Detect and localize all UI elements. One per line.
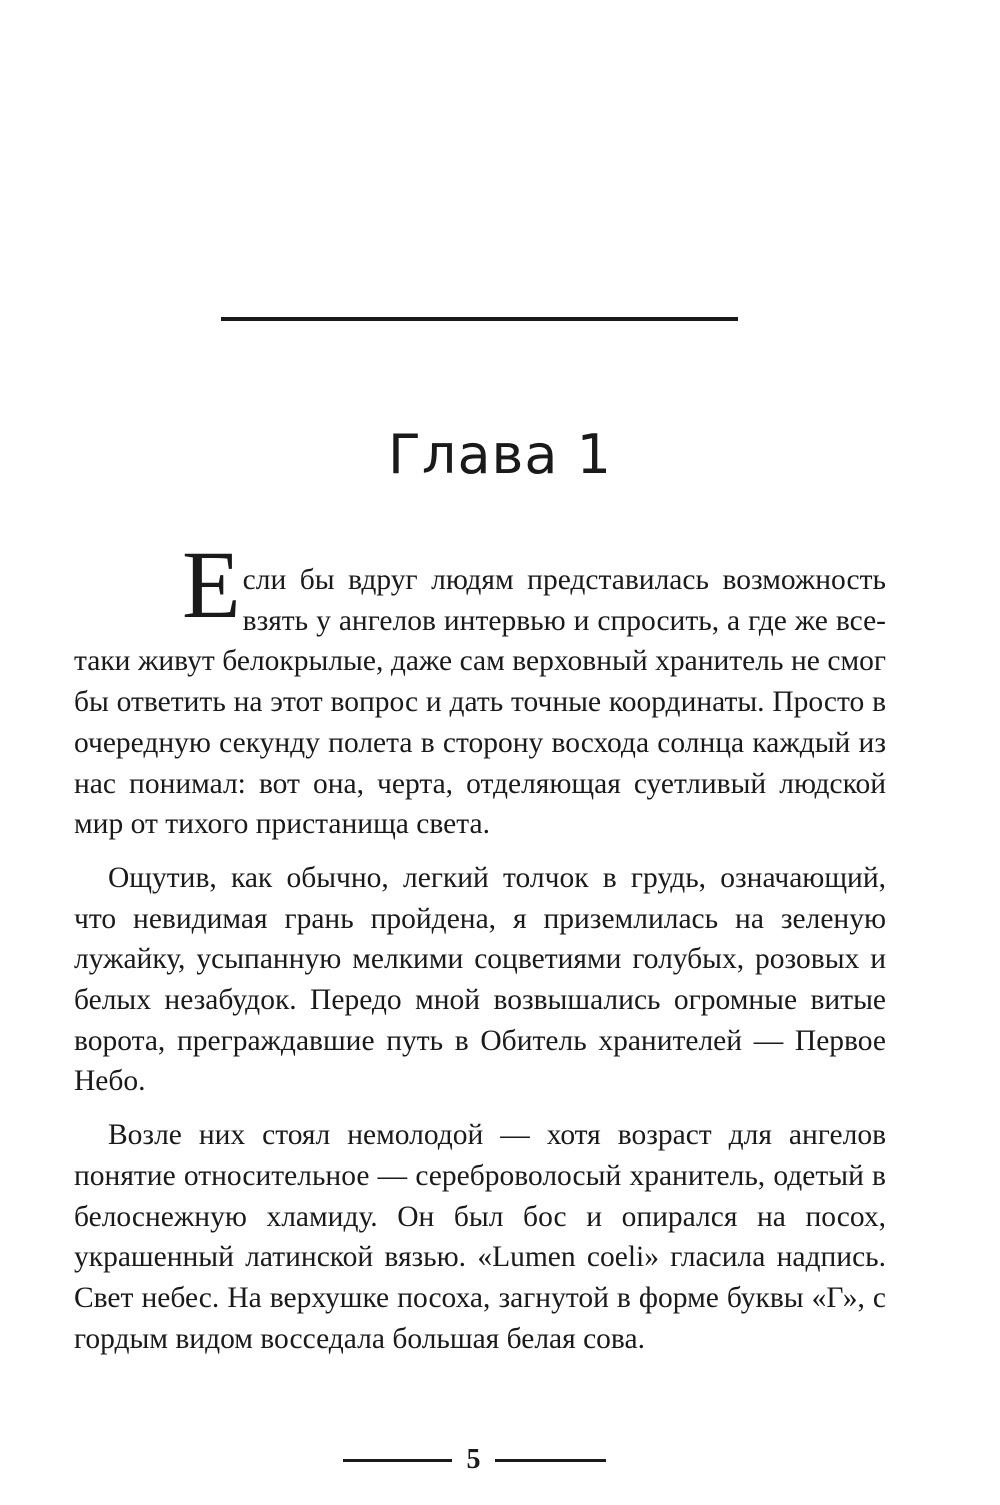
paragraph-1-text: сли бы вдруг людям представилась возможность взять у ангелов интервью и спросить, а где же все-таки живут белокрылые, даже сам верховный хранитель не смог бы ответить на этот вопрос и дать точные координаты. Просто в очередную секунду полета в сторону восхода солнца каждый из нас понимал: вот она, черта, отделяющая суетливый людской мир от тихого пристанища света. <box>74 564 886 841</box>
footer-rule-right <box>495 1459 606 1462</box>
chapter-top-rule <box>221 317 738 321</box>
footer-rule-left <box>343 1459 452 1462</box>
page-footer <box>0 1440 1000 1480</box>
drop-cap-letter: Е <box>182 531 241 638</box>
paragraph-2: Ощутив, как обычно, легкий толчок в грудь, означающий, что невидимая грань пройдена, я приземлилась на зеленую лужайку, усыпанную мелкими соцветиями голубых, розовых и белых незабудок. Передо мной возвышались огромные витые ворота, преграждавшие путь в Обитель хранителей — Первое Небо. <box>74 861 886 1098</box>
chapter-title: Глава 1 <box>388 423 612 486</box>
paragraph-1 <box>74 531 886 845</box>
page-number: 5 <box>466 1444 481 1475</box>
paragraph-3: Возле них стоял немолодой — хотя возраст для ангелов понятие относительное — сереброволосый хранитель, одетый в белоснежную хламиду. Он был бос и опирался на посох, украшенный латинской вязью. «Lumen coeli» гласила надпись. Свет небес. На верхушке посоха, загнутой в форме буквы «Г», с гордым видом восседала большая белая сова. <box>74 1119 886 1355</box>
chapter-body <box>74 531 886 1359</box>
